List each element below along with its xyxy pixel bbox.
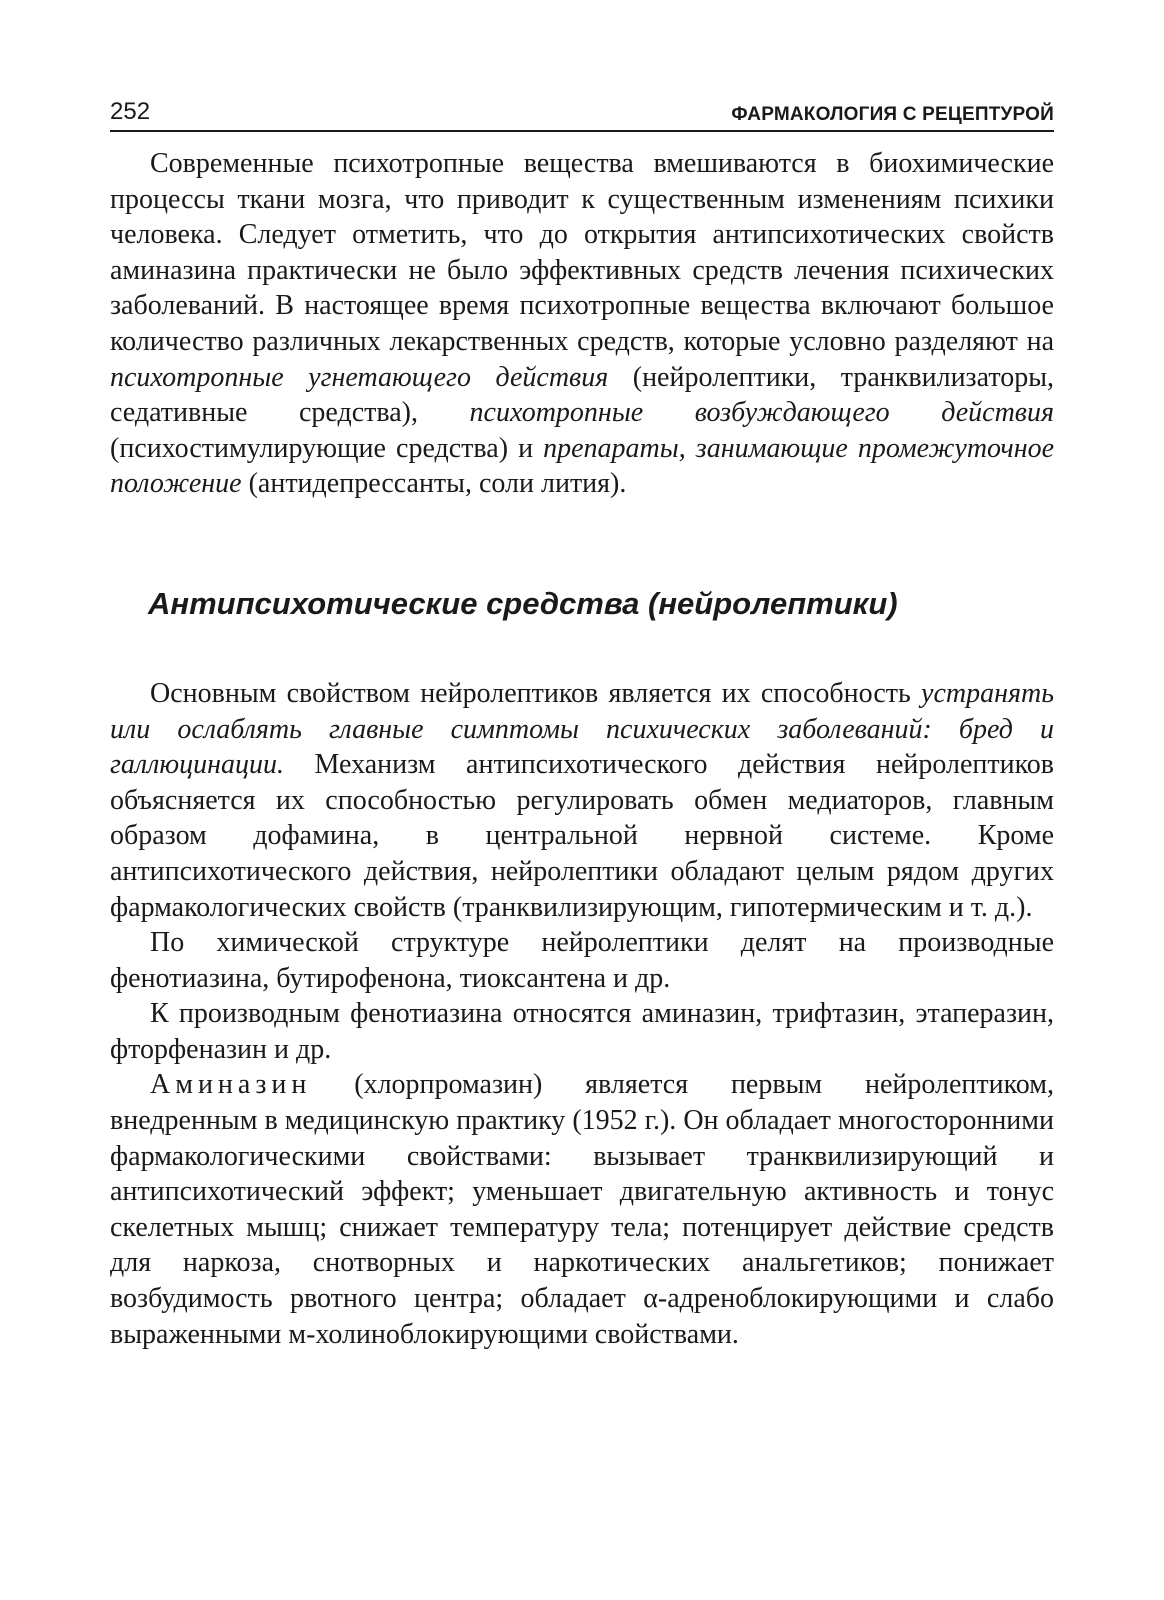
intro-italic-2: психотропные возбуждающего действия — [469, 397, 1054, 429]
intro-text-1: Современные психотропные вещества вмешиваются в биохимические процессы ткани мозга, что приводит к существенным изменениям психики человека. Следует отметить, что до открытия антипсихотических свойств аминазина практически не было эффективных средств лечения психических заболеваний. В настоящее время психотропные вещества включают большое количество различных лекарственных средств, которые условно разделяют на — [110, 148, 1054, 357]
drug-name-aminazin: Аминазин — [150, 1069, 312, 1101]
intro-text-4: (антидепрессанты, соли лития). — [241, 468, 627, 500]
section-body — [110, 676, 1054, 1352]
intro-italic-3: препараты, занимающие промежуточное положение — [110, 432, 1055, 500]
intro-text-2: (нейролептики, транквилизаторы, седативные средства), — [110, 361, 1055, 429]
page-number: 252 — [110, 98, 151, 125]
section-paragraph-2: По химической структуре нейролептики делят на производные фенотиазина, бутирофенона, тиоксантена и др. — [110, 927, 1054, 994]
intro-text-3: (психостимулирующие средства) и — [110, 432, 544, 464]
section-paragraph-1 — [110, 676, 1054, 925]
section-paragraph-4 — [110, 1067, 1054, 1352]
p1-text-1: Основным свойством нейролептиков является их способность — [150, 677, 922, 709]
section-paragraph-3: К производным фенотиазина относятся аминазин, трифтазин, этаперазин, фторфеназин и др. — [110, 998, 1054, 1065]
running-title: ФАРМАКОЛОГИЯ С РЕЦЕПТУРОЙ — [731, 104, 1054, 125]
running-header — [110, 84, 1054, 132]
p4-text-1: (хлорпромазин) является первым нейролептиком, внедренным в медицинскую практику (1952 г.). Он обладает многосторонними фармакологическими свойствами: вызывает транквилизирующий и антипсихотический эффект; уменьшает двигательную активность и тонус скелетных мышц; снижает температуру тела; потенцирует действие средств для наркоза, снотворных и наркотических анальгетиков; понижает возбудимость рвотного центра; обладает α-адреноблокирующими и слабо выраженными м-холиноблокирующими свойствами. — [110, 1069, 1054, 1350]
p1-italic-1: устранять или ослаблять главные симптомы психических заболеваний: бред и галлюцинации. — [110, 677, 1054, 781]
book-page — [110, 84, 1054, 1352]
section-heading: Антипсихотические средства (нейролептики) — [148, 585, 898, 621]
intro-paragraph — [110, 146, 1054, 502]
intro-italic-1: психотропные угнетающего действия — [110, 361, 609, 393]
intro-paragraph-block — [110, 146, 1054, 502]
p1-text-2: Механизм антипсихотического действия нейролептиков объясняется их способностью регулировать обмен медиаторов, главным образом дофамина, в центральной нервной системе. Кроме антипсихотического действия, нейролептики обладают целым рядом других фармакологических свойств (транквилизирующим, гипотермическим и т. д.). — [110, 749, 1054, 923]
